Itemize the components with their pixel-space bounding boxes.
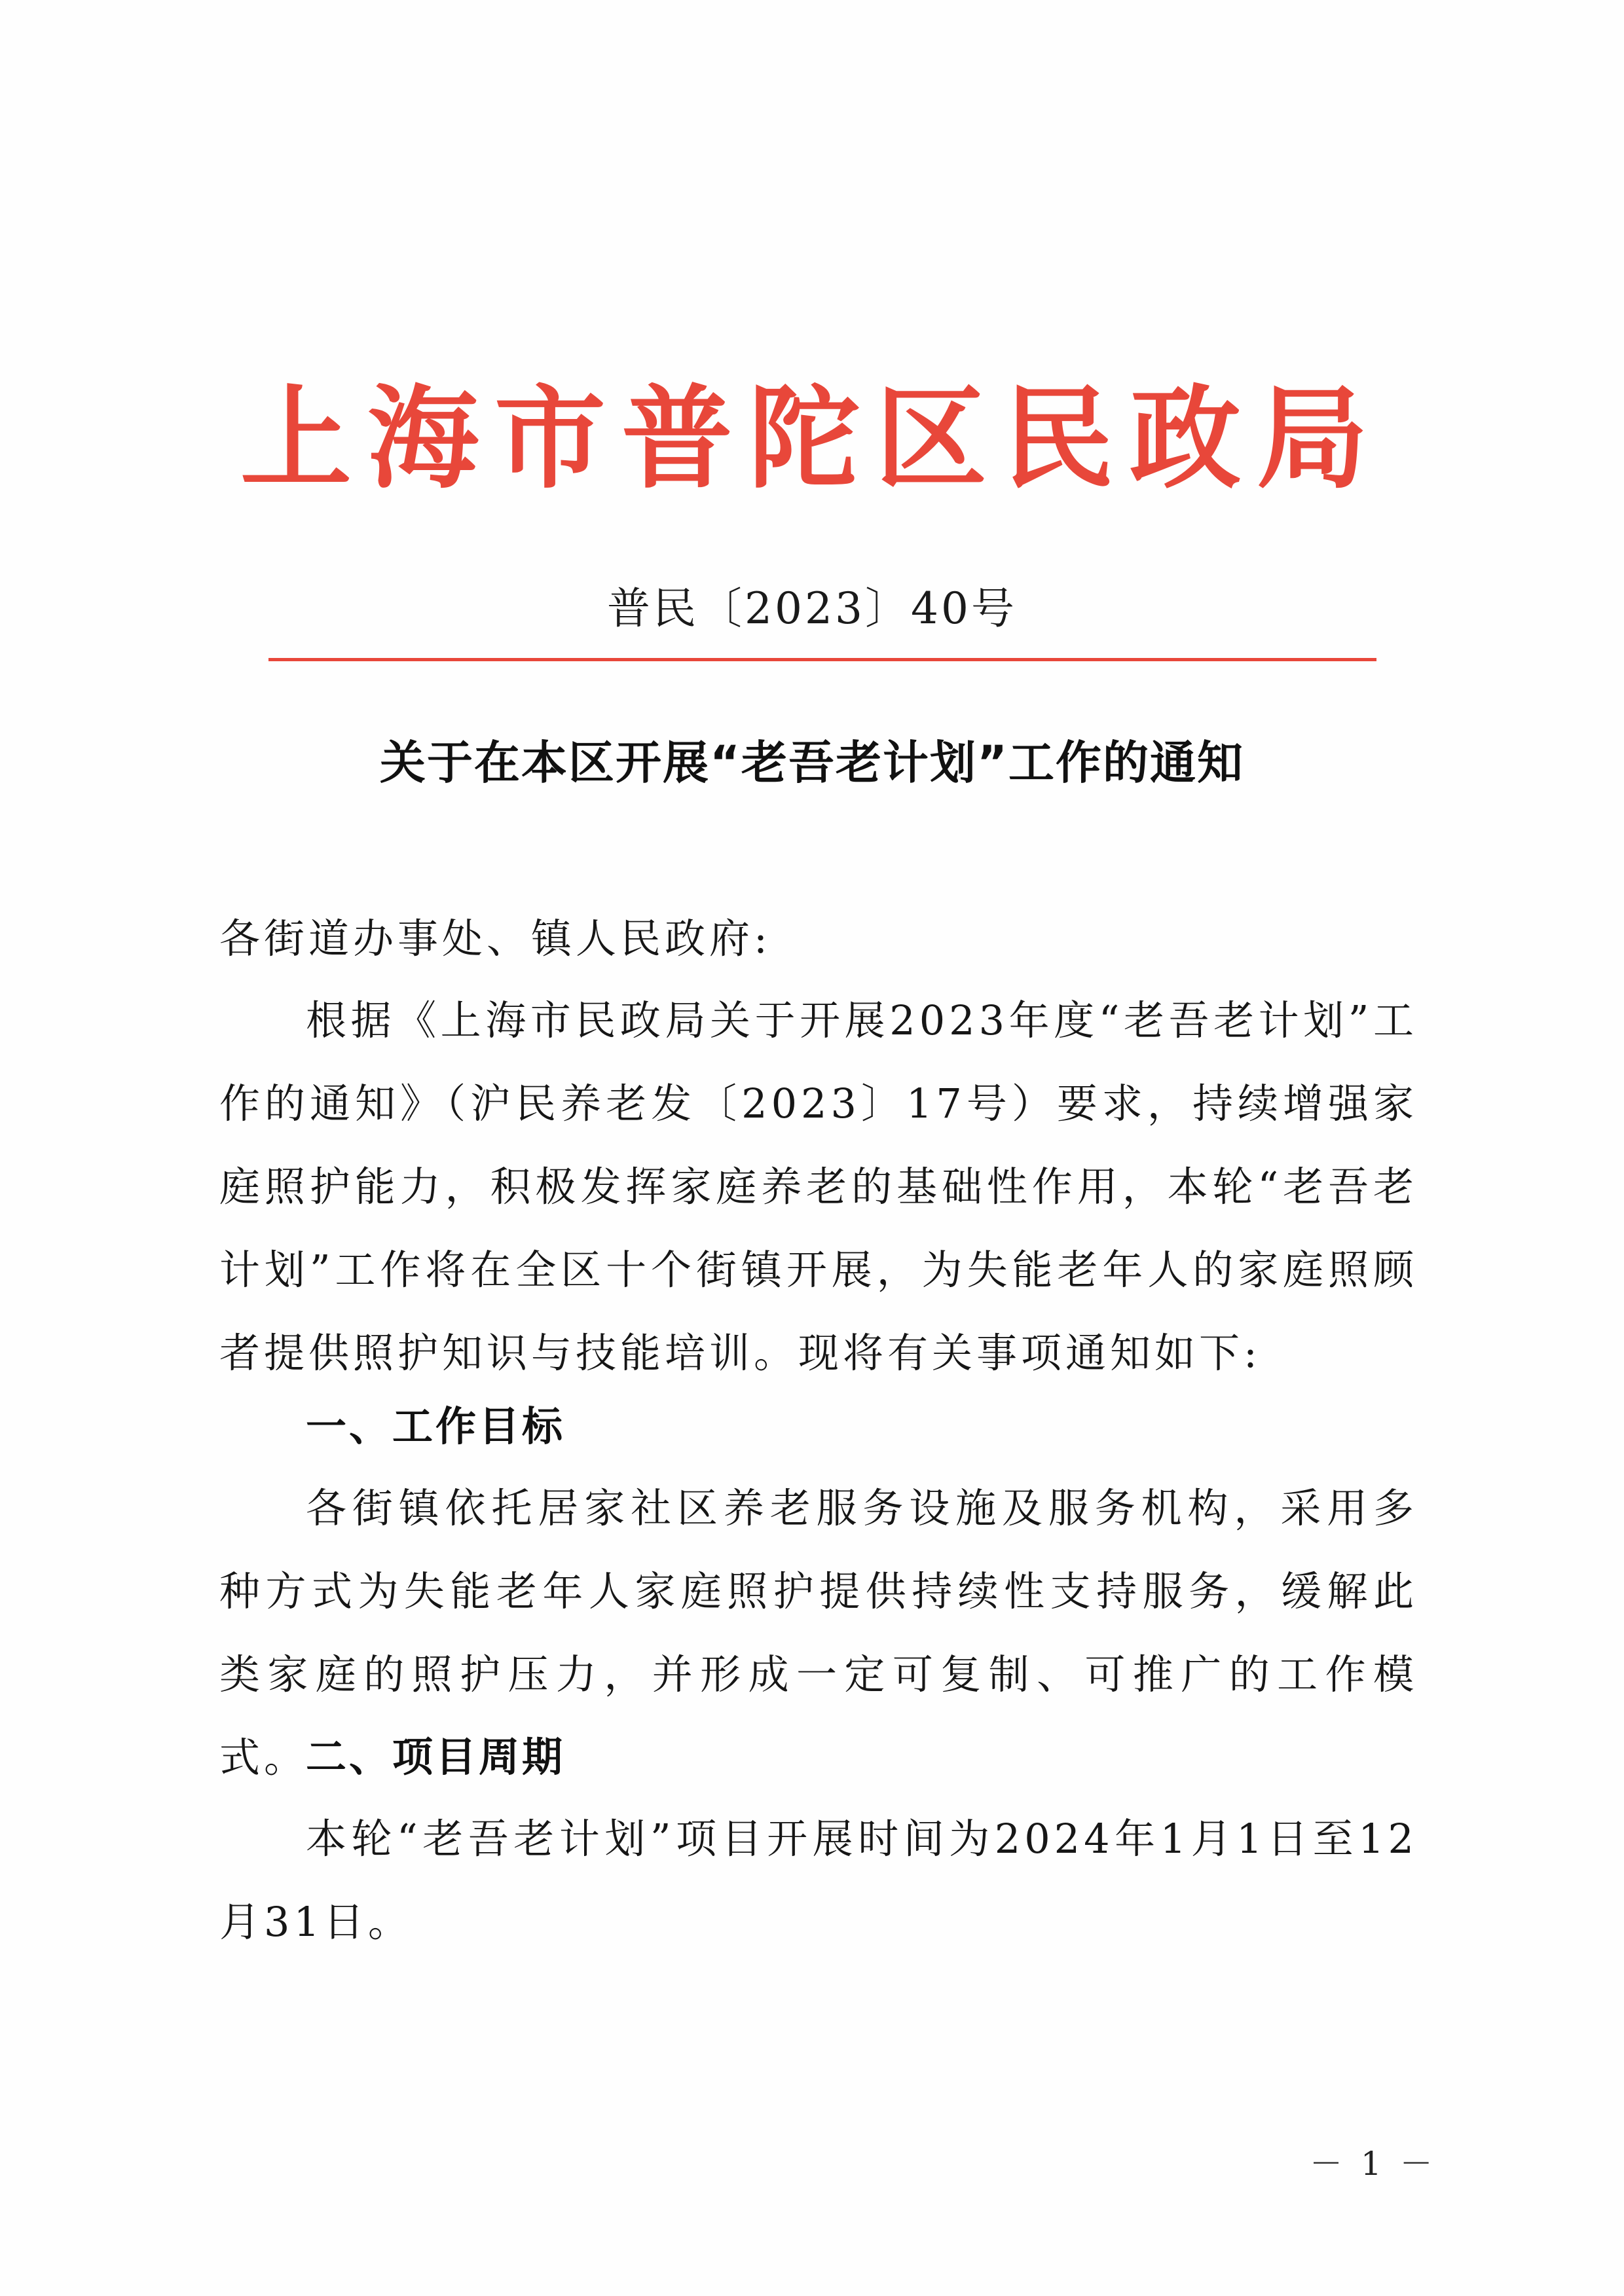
section-heading-project-period: 二、项目周期 <box>306 1733 566 1781</box>
document-title: 关于在本区开展“老吾老计划”工作的通知 <box>379 736 1244 790</box>
page-number: － 1 － <box>1310 2145 1437 2183</box>
section-heading-work-goals: 一、工作目标 <box>306 1402 566 1450</box>
document-number: 普民〔2023〕40号 <box>607 583 1017 634</box>
salutation: 各街道办事处、镇人民政府: <box>219 915 771 962</box>
section1-paragraph: 各街镇依托居家社区养老服务设施及服务机构，采用多种方式为失能老年人家庭照护提供持续性支持服务，缓解此类家庭的照护压力，并形成一定可复制、可推广的工作模式。 <box>219 1484 1418 1781</box>
red-divider-line <box>268 658 1376 661</box>
issuing-organization-header: 上海市普陀区民政局 <box>240 373 1384 504</box>
section2-paragraph: 本轮“老吾老计划”项目开展时间为2024年1月1日至12月31日。 <box>219 1815 1418 1946</box>
intro-paragraph: 根据《上海市民政局关于开展2023年度“老吾老计划”工作的通知》（沪民养老发〔2023〕17号）要求，持续增强家庭照护能力，积极发挥家庭养老的基础性作用，本轮“老吾老计划”工作将在全区十个街镇开展，为失能老年人的家庭照顾者提供照护知识与技能培训。现将有关事项通知如下: <box>219 996 1418 1377</box>
